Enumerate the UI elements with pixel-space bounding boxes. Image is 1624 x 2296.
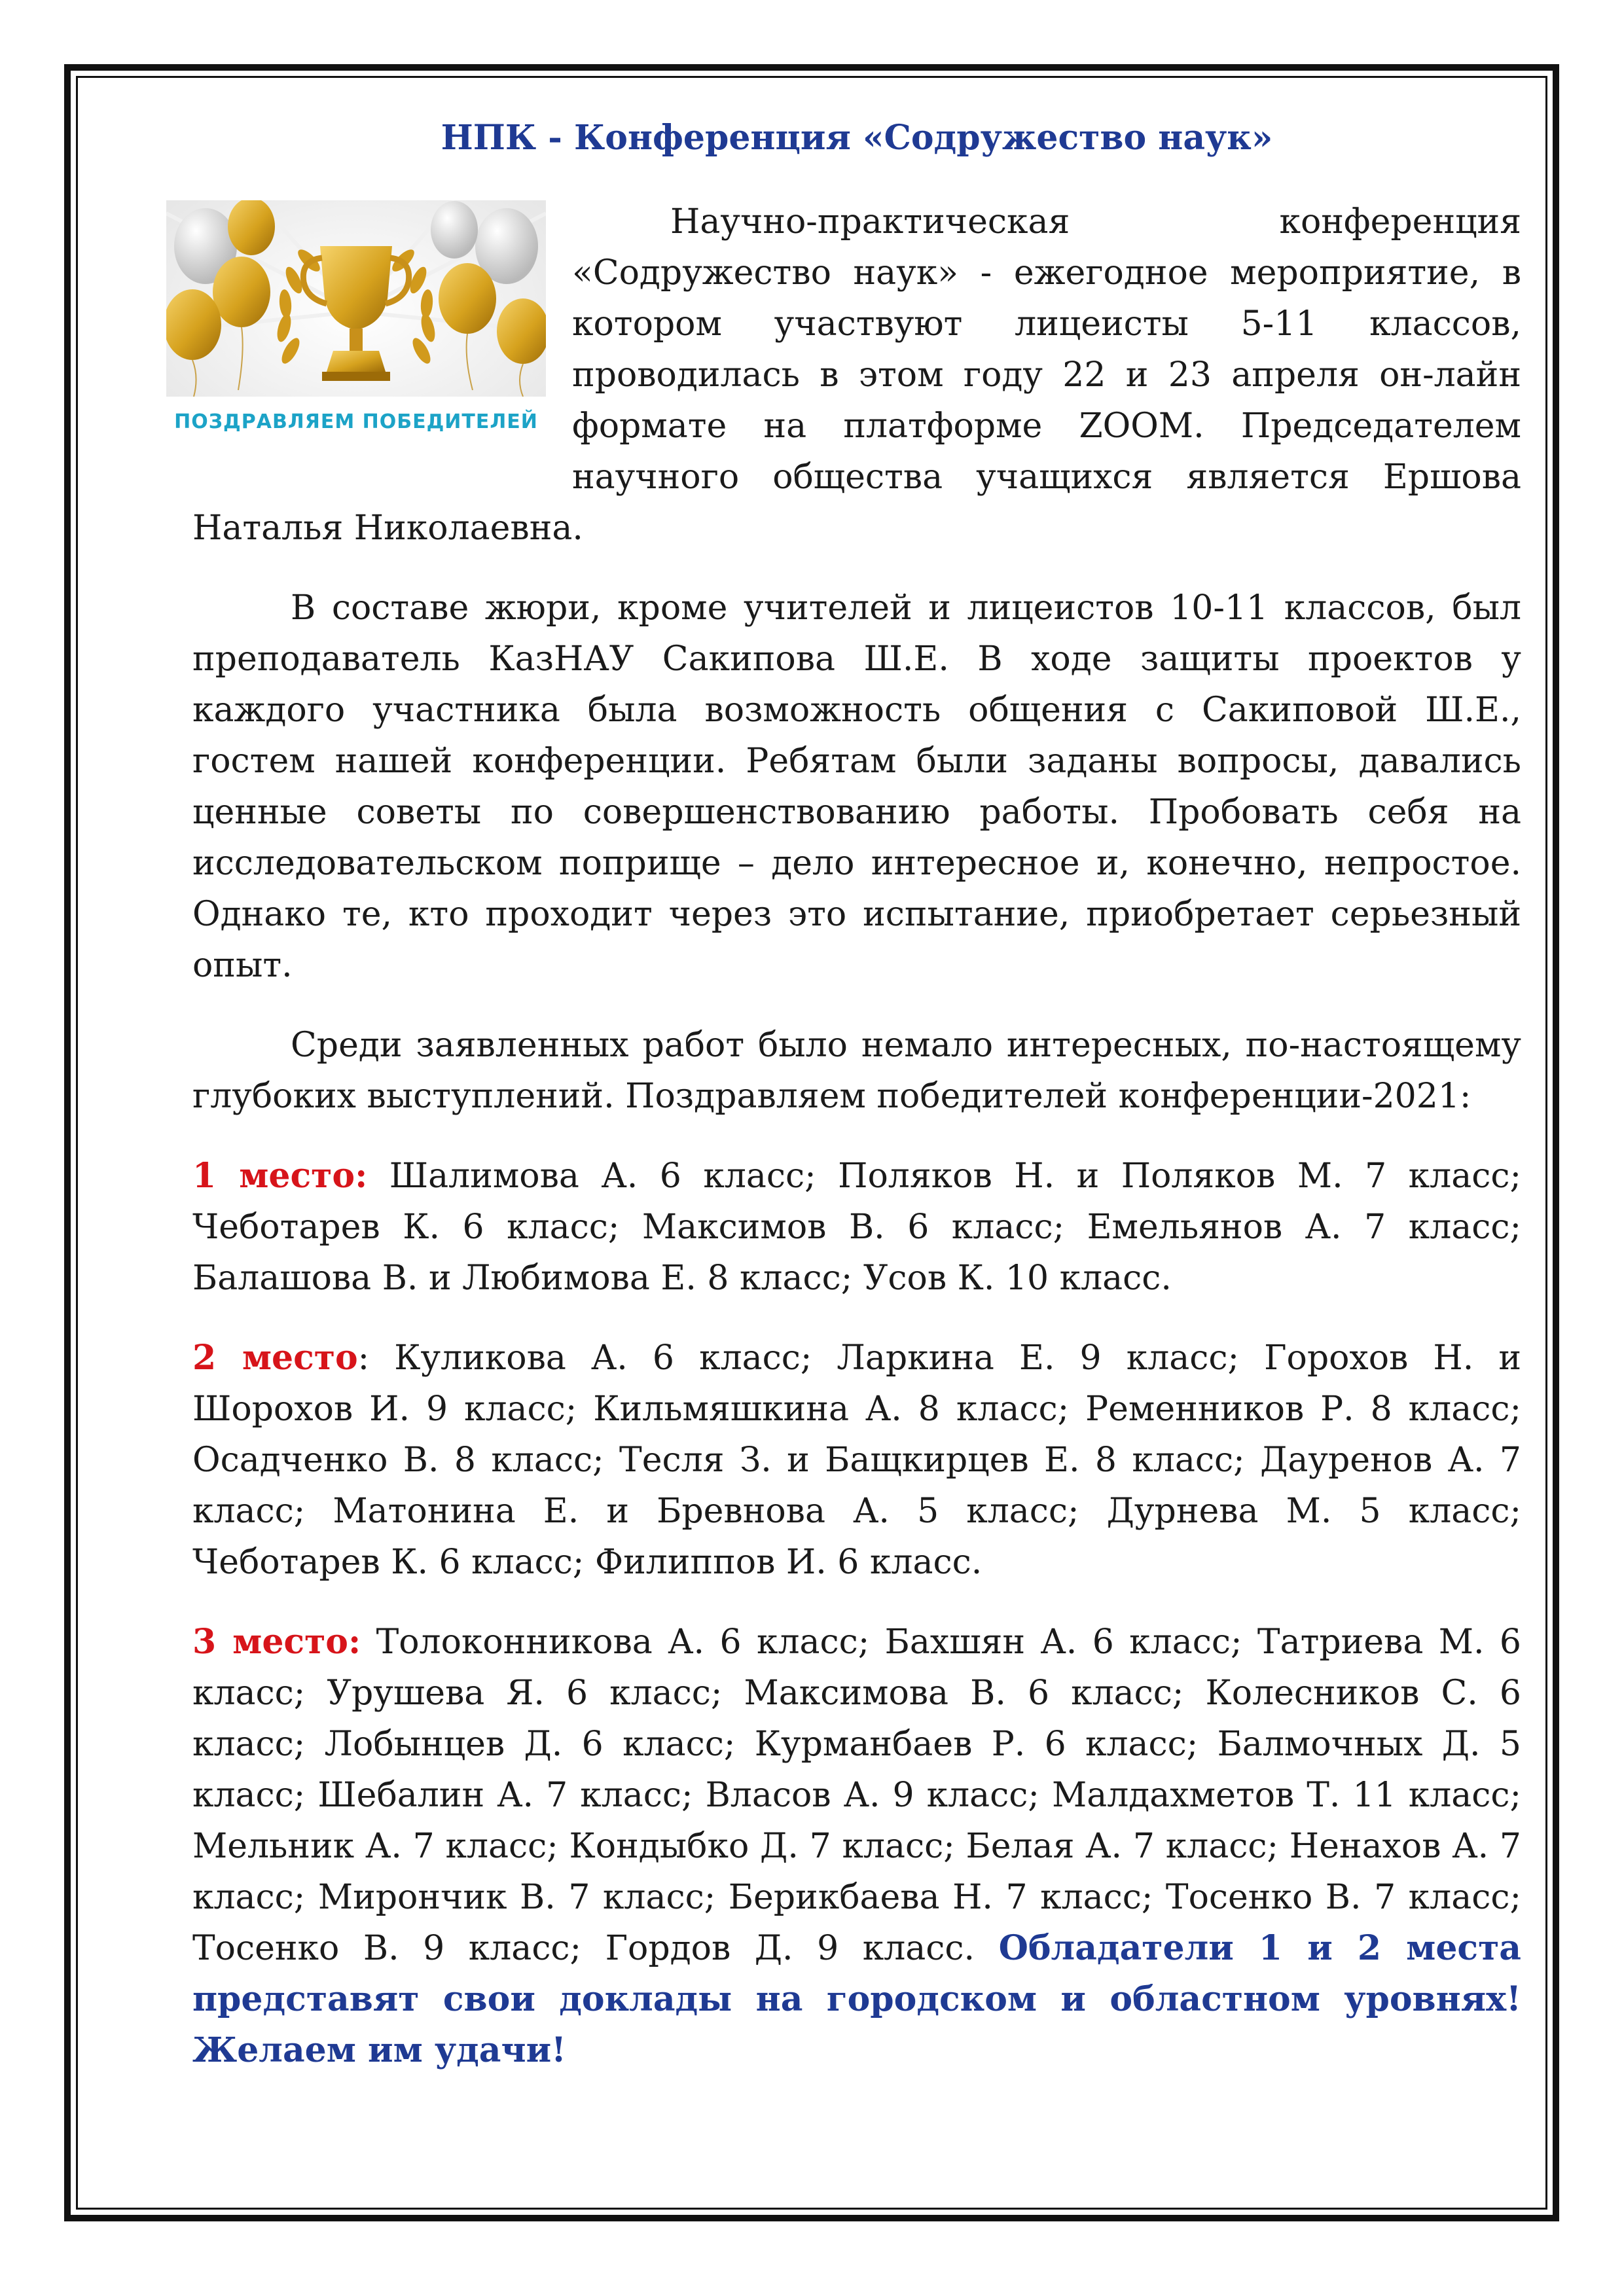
third-place-paragraph [192, 1617, 1521, 2076]
trophy-banner-image [166, 200, 546, 444]
congratulations-banner [166, 200, 546, 444]
document-body [174, 105, 1521, 2105]
second-place-label: 2 место [192, 1338, 358, 1378]
jury-paragraph: В составе жюри, кроме учителей и лицеистов 10-11 классов, был преподаватель КазНАУ Сакипова Ш.Е. В ходе защиты проектов у каждого участника была возможность общения с Сакиповой Ш.Е., гостем нашей конференции. Ребятам были заданы вопросы, давались ценные советы по совершенствованию работы. Пробовать себя на исследовательском поприще – дело интересное и, конечно, непростое. Однако те, кто проходит через это испытание, приобретает серьезный опыт. [192, 588, 1521, 986]
page-title: НПК - Конференция «Содружество наук» [441, 118, 1273, 158]
third-place-label: 3 место: [192, 1622, 361, 1662]
intro-block [174, 196, 1521, 554]
first-place-label: 1 место: [192, 1156, 368, 1196]
winners-intro-paragraph: Среди заявленных работ было немало интересных, по-настоящему глубоких выступлений. Поздравляем победителей конференции-2021: [192, 1026, 1521, 1117]
second-place-winners: : Куликова А. 6 класс; Ларкина Е. 9 класс; Горохов Н. и Шорохов И. 9 класс; Кильмяшкина А. 8 класс; Ременников Р. 8 класс; Осадченко В. 8 класс; Тесля З. и Бащкирцев Е. 8 класс; Дауренов А. 7 класс; Матонина Е. и Бревнова А. 5 класс; Дурнева М. 5 класс; Чеботарев К. 6 класс; Филиппов И. 6 класс. [192, 1338, 1521, 1583]
intro-paragraph: Научно-практическая конференция «Содружество наук» - ежегодное мероприятие, в котором участвуют лицеисты 5-11 классов, проводилась в этом году 22 и 23 апреля он-лайн формате на платформе ZOOM. Председателем научного общества учащихся является Ершова Наталья Николаевна. [192, 202, 1521, 548]
third-place-winners: Толоконникова А. 6 класс; Бахшян А. 6 класс; Татриева М. 6 класс; Урушева Я. 6 класс; Максимова В. 6 класс; Колесников С. 6 класс; Лобынцев Д. 6 класс; Курманбаев Р. 6 класс; Балмочных Д. 5 класс; Шебалин А. 7 класс; Власов А. 9 класс; Малдахметов Т. 11 класс; Мельник А. 7 класс; Кондыбко Д. 7 класс; Белая А. 7 класс; Ненахов А. 7 класс; Мирончик В. 7 класс; Берикбаева Н. 7 класс; Тосенко В. 7 класс; Тосенко В. 9 класс; Гордов Д. 9 класс. [192, 1623, 1521, 1969]
second-place-paragraph [192, 1333, 1521, 1588]
first-place-winners: Шалимова А. 6 класс; Поляков Н. и Поляков М. 7 класс; Чеботарев К. 6 класс; Максимов В. 6 класс; Емельянов А. 7 класс; Балашова В. и Любимова Е. 8 класс; Усов К. 10 класс. [192, 1157, 1521, 1299]
banner-caption: ПОЗДРАВЛЯЕМ ПОБЕДИТЕЛЕЙ [174, 410, 538, 434]
closing-message: Обладатели 1 и 2 места представят свои доклады на городском и областном уровнях! Желаем им удачи! [192, 1928, 1521, 2071]
first-place-paragraph [192, 1151, 1521, 1304]
